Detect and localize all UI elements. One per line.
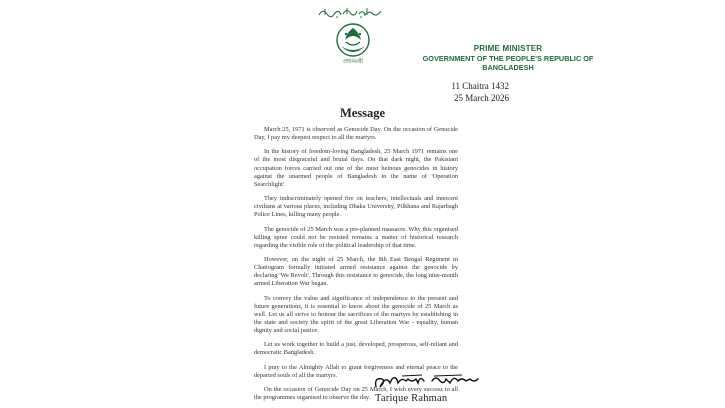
paragraph: The genocide of 25 March was a pre-planned massacre. Why this organised killing spree could not be resisted remains a matter of historical research regarding the visible role of the political leadership of that time. bbox=[254, 225, 458, 249]
gregorian-date: 25 March 2026 bbox=[454, 93, 509, 103]
calligraphy-header bbox=[317, 5, 383, 19]
date-block bbox=[451, 80, 509, 104]
bangladesh-emblem-icon bbox=[333, 22, 373, 66]
office-line-2: GOVERNMENT OF THE PEOPLE'S REPUBLIC OF bbox=[422, 53, 594, 63]
paragraph: Let us work together to build a just, developed, prosperous, self-reliant and democratic Bangladesh. bbox=[254, 341, 458, 357]
paragraph: I pray to the Almighty Allah to grant forgiveness and eternal peace to the departed souls of all the martyrs. bbox=[254, 363, 458, 379]
page-title: Message bbox=[339, 106, 386, 120]
paragraph: March 25, 1971 is observed as Genocide Day. On the occasion of Genocide Day, I pay my deepest respect to all the martyrs. bbox=[254, 126, 458, 142]
paragraph: They indiscriminately opened fire on teachers, intellectuals and innocent civilians at various places, including Dhaka University, Pilkhana and Rajarbagh Police Lines, killing many people. bbox=[254, 195, 458, 219]
bangla-date: 11 Chaitra 1432 bbox=[451, 81, 509, 91]
paragraph: To convey the value and significance of independence to the present and future generations, it is essential to know about the genocide of 25 March as well. Let us all strive to honour the sacrifices of the martyrs by establishing in the state and society the spirit of the great Liberation War - equality, human dignity and social justice. bbox=[254, 294, 458, 334]
office-line-3: BANGLADESH bbox=[482, 63, 534, 73]
signer-name: Tarique Rahman bbox=[375, 393, 448, 404]
signature-image bbox=[372, 371, 482, 393]
emblem-text: প্রধানমন্ত্রী bbox=[342, 59, 364, 65]
paragraph: However, on the night of 25 March, the 8th East Bengal Regiment in Chattogram formally initiated armed resistance against the genocide by declaring 'We Revolt'. Through this resistance to genocide, the long nine-month armed Liberation War began. bbox=[254, 255, 458, 288]
paragraph: On the occasion of Genocide Day on 25 March, I wish every success to all the programmes organised to observe the day. bbox=[254, 385, 458, 402]
paragraph: In the history of freedom-loving Bangladesh, 25 March 1971 remains one of the most disgraceful and brutal days. On that dark night, the Pakistani occupation forces carried out one of the most heinous genocides in history against the unarmed people of Bangladesh in the name of 'Operation Searchlight'. bbox=[254, 148, 458, 188]
message-body bbox=[254, 126, 458, 408]
office-title: PRIME MINISTER bbox=[473, 44, 543, 53]
office-header bbox=[413, 44, 603, 73]
